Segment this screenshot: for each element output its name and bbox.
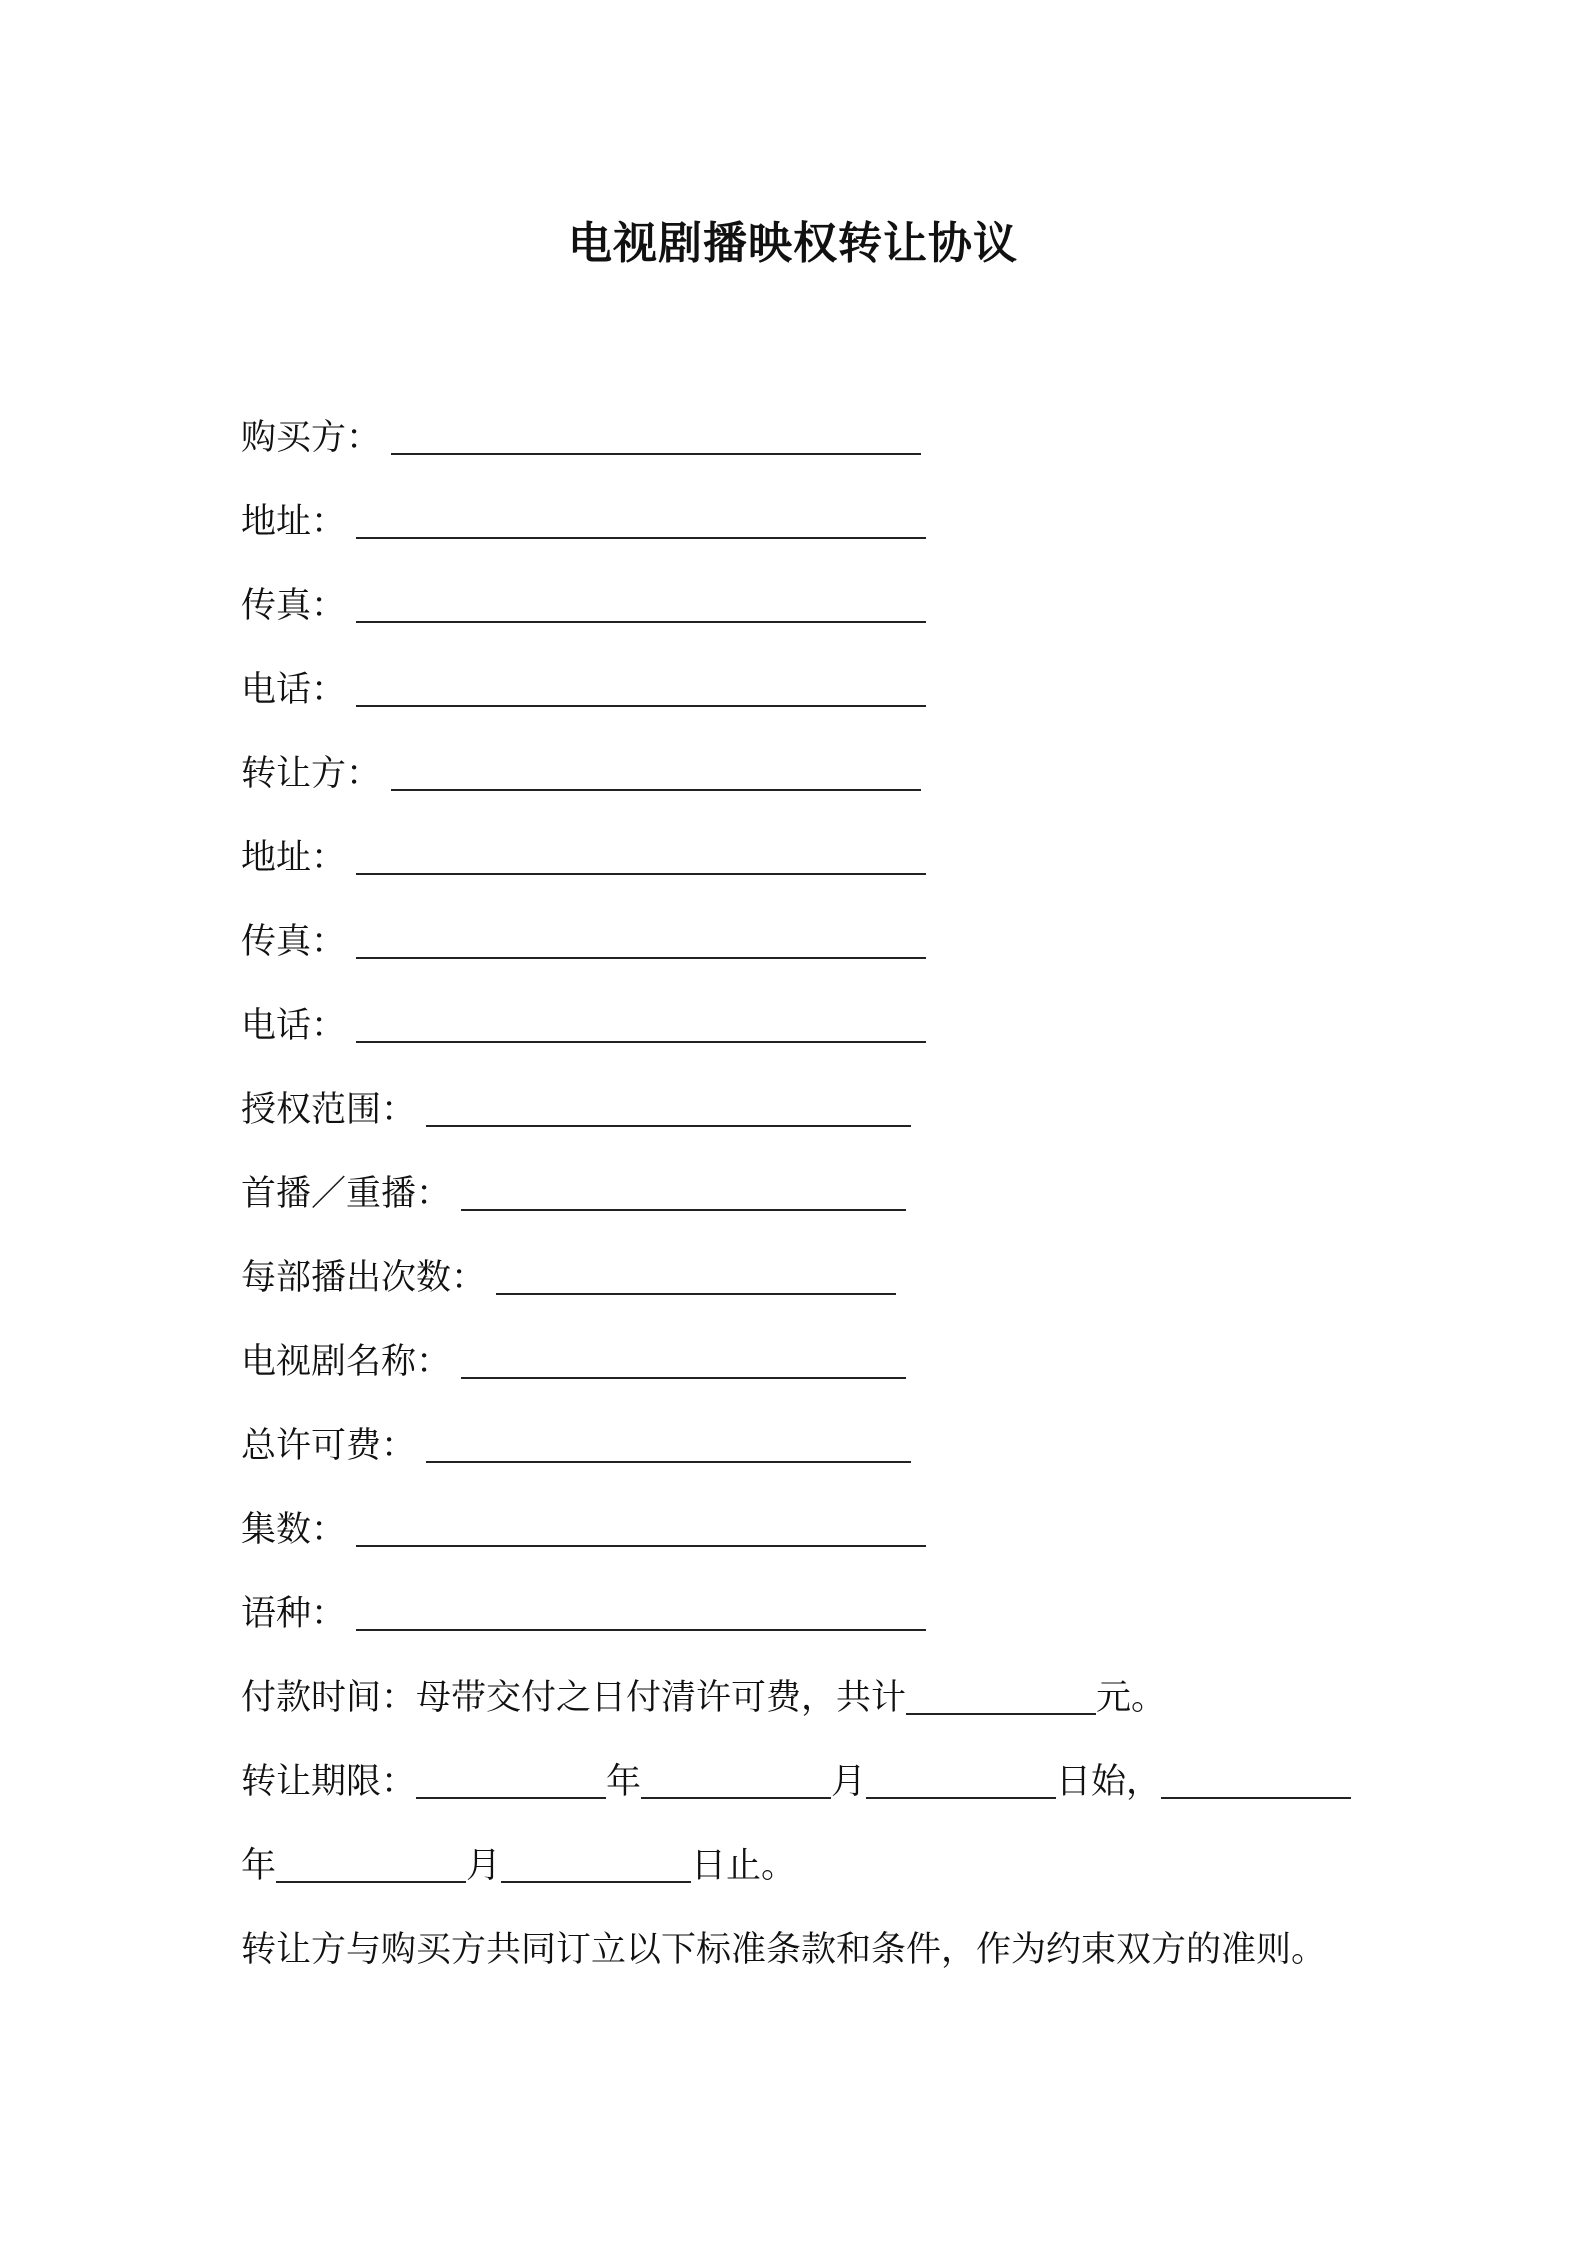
buyer-phone-label: 电话： (241, 670, 347, 710)
buyer-fax-blank[interactable] (356, 585, 926, 623)
term-end-year-text: 年 (241, 1846, 277, 1886)
seller-phone-row (241, 1000, 926, 1052)
premiere-rerun-row (241, 1168, 906, 1220)
payment-amount-blank[interactable] (906, 1677, 1096, 1715)
seller-fax-label: 传真： (241, 922, 347, 962)
language-label: 语种： (241, 1594, 347, 1634)
buyer-phone-blank[interactable] (356, 669, 926, 707)
document-title: 电视剧播映权转让协议 (568, 218, 1018, 269)
drama-name-label: 电视剧名称： (241, 1342, 452, 1382)
broadcast-count-label: 每部播出次数： (241, 1258, 487, 1298)
buyer-address-label: 地址： (241, 502, 347, 542)
seller-blank[interactable] (391, 753, 921, 791)
buyer-address-blank[interactable] (356, 501, 926, 539)
closing-paragraph: 转让方与购买方共同订立以下标准条款和条件，作为约束双方的准则。 (241, 1930, 1327, 1970)
term-end-month-text: 月 (466, 1846, 502, 1886)
total-fee-row (241, 1420, 911, 1472)
term-start-year-blank[interactable] (416, 1761, 606, 1799)
term-row-2 (241, 1840, 796, 1892)
language-blank[interactable] (356, 1593, 926, 1631)
term-start-month-blank[interactable] (641, 1761, 831, 1799)
term-label: 转让期限： (241, 1762, 417, 1802)
episodes-blank[interactable] (356, 1509, 926, 1547)
seller-row (241, 748, 921, 800)
term-end-text: 日止。 (691, 1846, 797, 1886)
seller-fax-blank[interactable] (356, 921, 926, 959)
license-scope-label: 授权范围： (241, 1090, 417, 1130)
term-row-1 (241, 1756, 1351, 1808)
broadcast-count-row (241, 1252, 896, 1304)
license-scope-row (241, 1084, 911, 1136)
payment-row (241, 1672, 1166, 1724)
term-month-text: 月 (831, 1762, 867, 1802)
buyer-phone-row (241, 664, 926, 716)
term-start-text: 日始， (1056, 1762, 1162, 1802)
license-scope-blank[interactable] (426, 1089, 911, 1127)
term-start-day-blank[interactable] (866, 1761, 1056, 1799)
seller-phone-blank[interactable] (356, 1005, 926, 1043)
buyer-address-row (241, 496, 926, 548)
premiere-rerun-label: 首播／重播： (241, 1174, 452, 1214)
seller-phone-label: 电话： (241, 1006, 347, 1046)
payment-suffix: 元。 (1096, 1678, 1167, 1718)
term-end-year-blank[interactable] (1161, 1761, 1351, 1799)
buyer-row (241, 412, 921, 464)
language-row (241, 1588, 926, 1640)
term-end-day-blank[interactable] (501, 1845, 691, 1883)
seller-label: 转让方： (241, 754, 382, 794)
seller-address-row (241, 832, 926, 884)
buyer-fax-label: 传真： (241, 586, 347, 626)
buyer-fax-row (241, 580, 926, 632)
seller-address-blank[interactable] (356, 837, 926, 875)
broadcast-count-blank[interactable] (496, 1257, 896, 1295)
term-year-text: 年 (606, 1762, 642, 1802)
seller-fax-row (241, 916, 926, 968)
episodes-label: 集数： (241, 1510, 347, 1550)
premiere-rerun-blank[interactable] (461, 1173, 906, 1211)
total-fee-label: 总许可费： (241, 1426, 417, 1466)
drama-name-blank[interactable] (461, 1341, 906, 1379)
seller-address-label: 地址： (241, 838, 347, 878)
term-end-month-blank[interactable] (276, 1845, 466, 1883)
total-fee-blank[interactable] (426, 1425, 911, 1463)
buyer-blank[interactable] (391, 417, 921, 455)
payment-text: 付款时间：母带交付之日付清许可费，共计 (241, 1678, 907, 1718)
drama-name-row (241, 1336, 906, 1388)
buyer-label: 购买方： (241, 418, 382, 458)
episodes-row (241, 1504, 926, 1556)
